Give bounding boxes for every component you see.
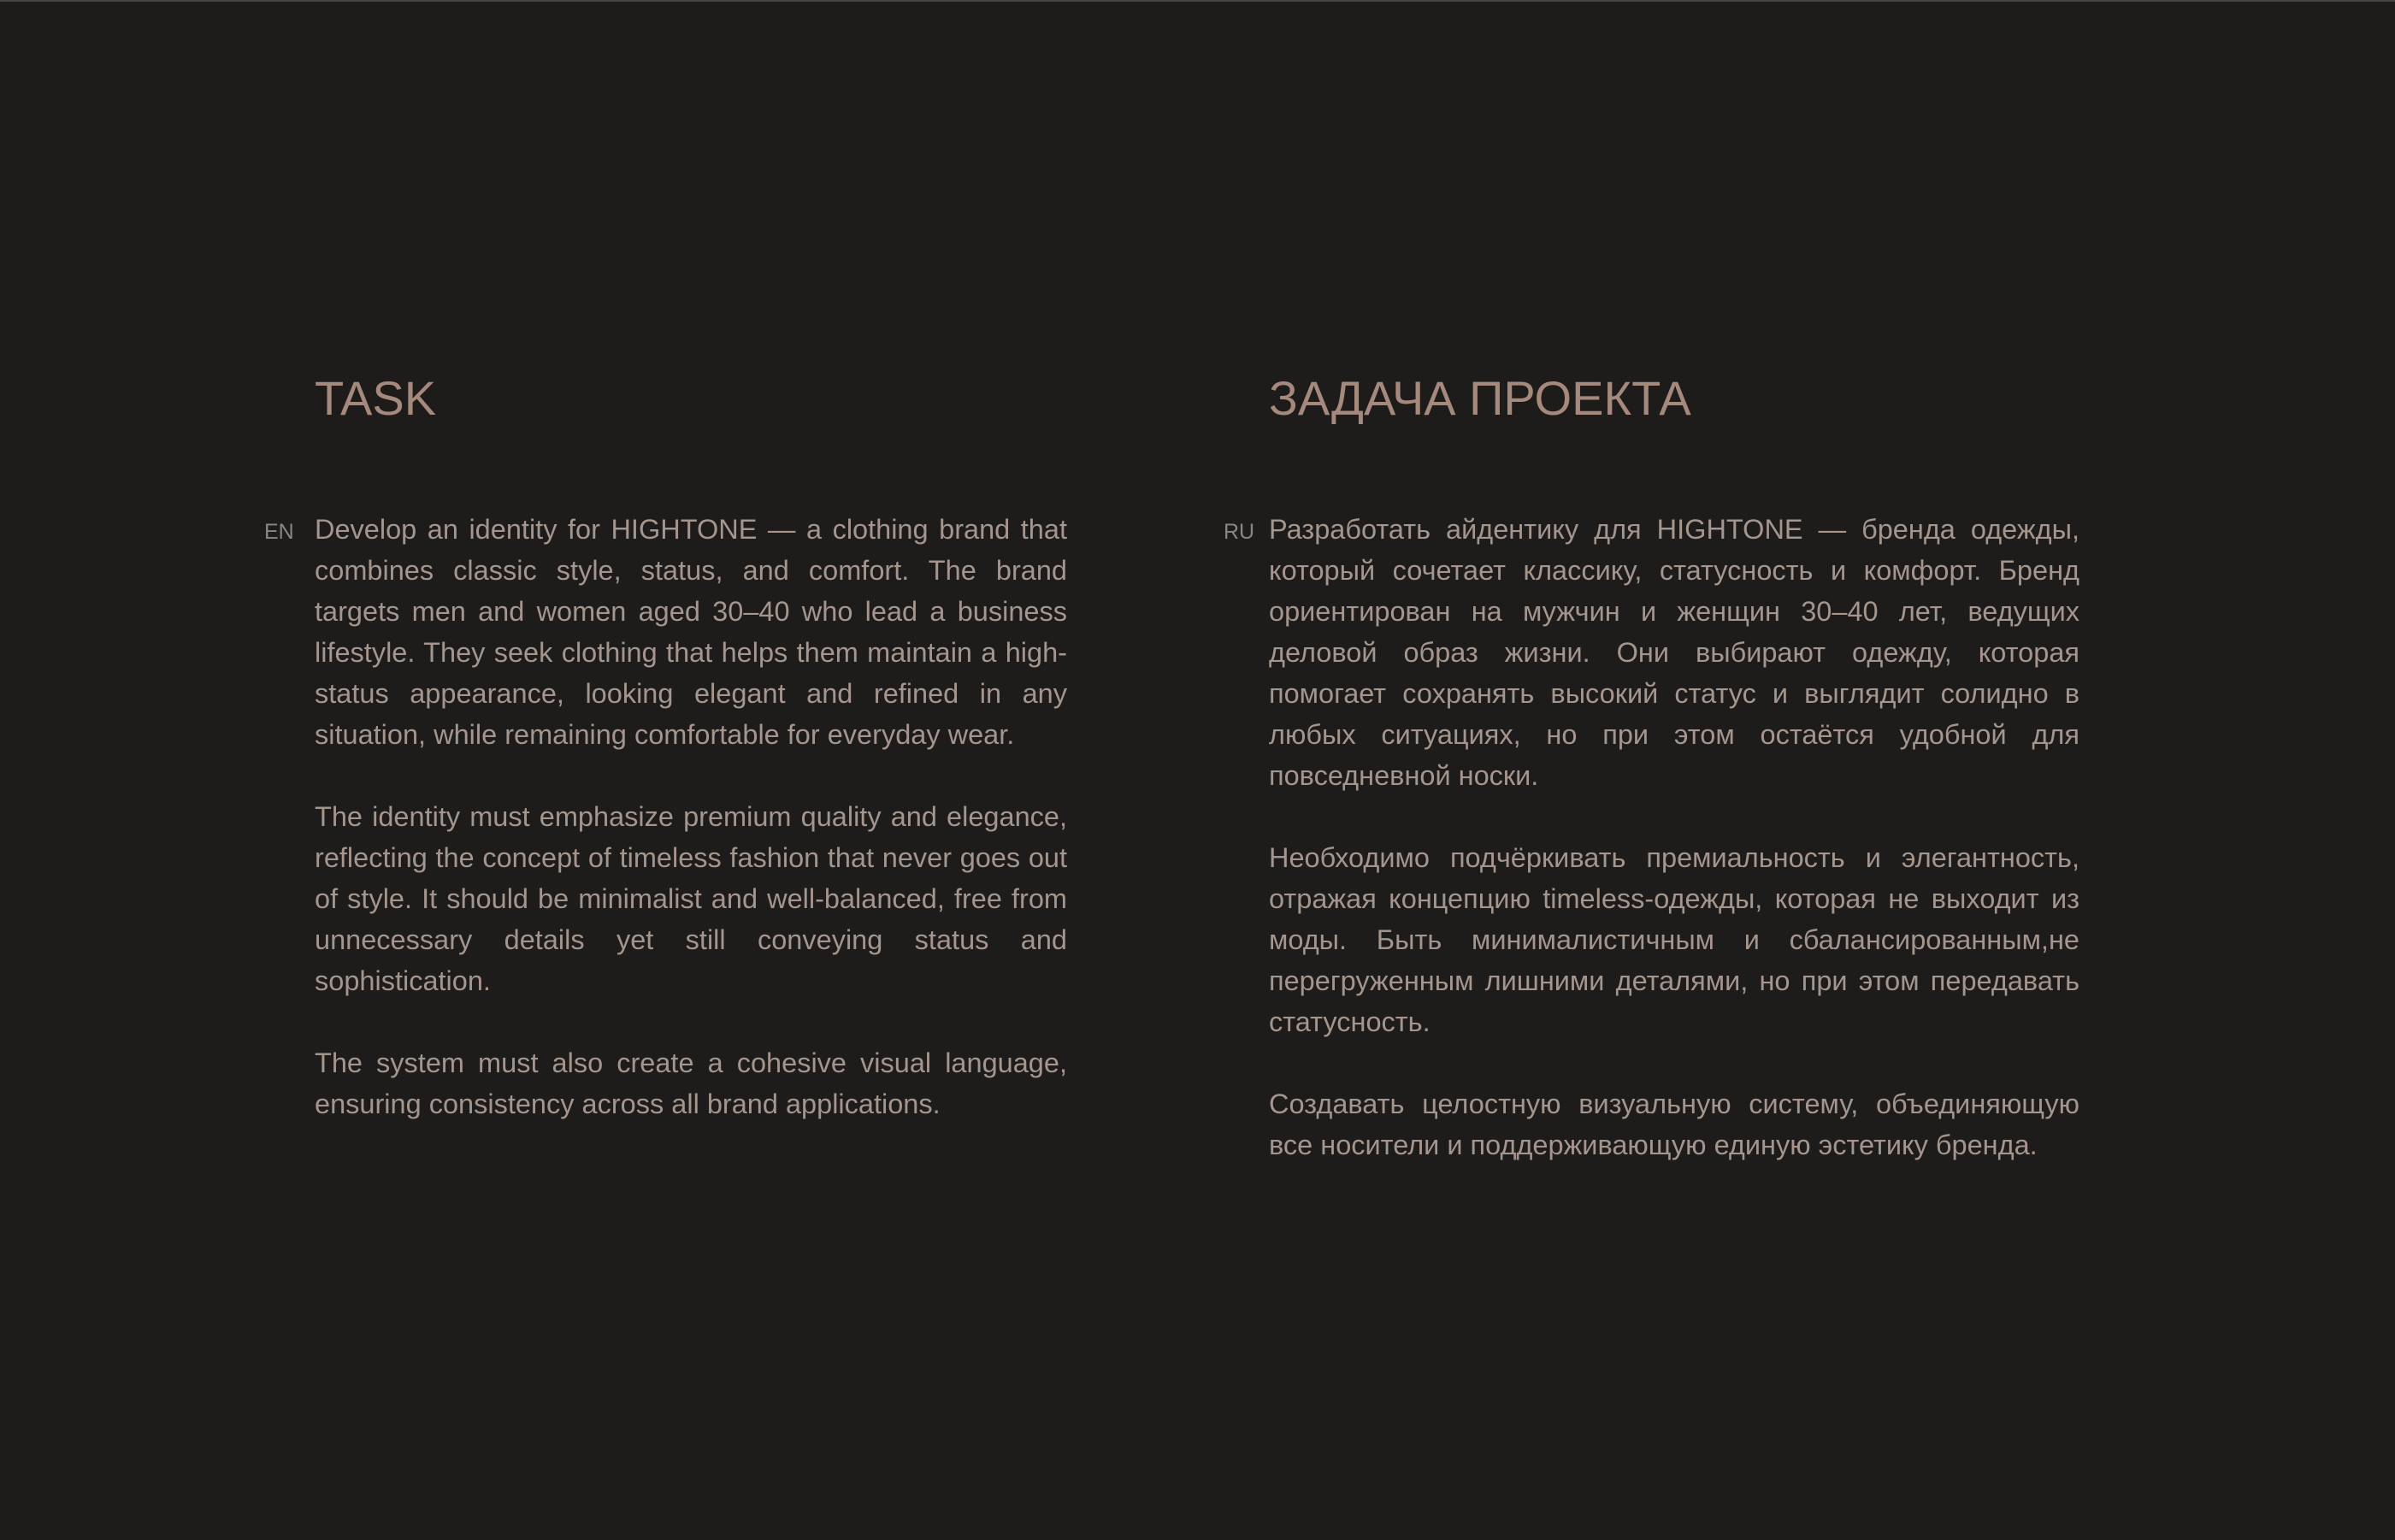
- task-body-ru: [1269, 509, 2079, 1165]
- language-label-ru: RU: [1224, 520, 1255, 544]
- task-heading-ru: ЗАДАЧА ПРОЕКТА: [1269, 371, 1691, 425]
- task-paragraph: The system must also create a cohesive visual language, ensuring consistency across all brand applications.: [315, 1047, 1067, 1119]
- task-paragraph: Develop an identity for HIGHTONE — a clothing brand that combines classic style, status, and comfort. The brand targets men and women aged 30–40 who lead a business lifestyle. They seek clothing that helps them maintain a high-status appearance, looking elegant and refined in any situation, while remaining comfortable for everyday wear.: [315, 514, 1067, 750]
- language-label-en: EN: [264, 520, 294, 544]
- task-heading-en: TASK: [315, 371, 437, 425]
- task-paragraph: Необходимо подчёркивать премиальность и элегантность, отражая концепцию timeless-одежды, которая не выходит из моды. Быть минималистичным и сбалансированным,не перегруженным лишними деталями, но при этом передавать статусность.: [1269, 842, 2079, 1037]
- top-divider: [0, 0, 2395, 2]
- task-paragraph: Создавать целостную визуальную систему, объединяющую все носители и поддерживающую единую эстетику бренда.: [1269, 1089, 2079, 1160]
- task-body-en: [315, 509, 1067, 1124]
- task-paragraph: The identity must emphasize premium quality and elegance, reflecting the concept of timeless fashion that never goes out of style. It should be minimalist and well-balanced, free from unnecessary details yet still conveying status and sophistication.: [315, 801, 1067, 996]
- task-paragraph: Разработать айдентику для HIGHTONE — бренда одежды, который сочетает классику, статусность и комфорт. Бренд ориентирован на мужчин и женщин 30–40 лет, ведущих деловой образ жизни. Они выбирают одежду, которая помогает сохранять высокий статус и выглядит солидно в любых ситуациях, но при этом остаётся удобной для повседневной носки.: [1269, 514, 2079, 791]
